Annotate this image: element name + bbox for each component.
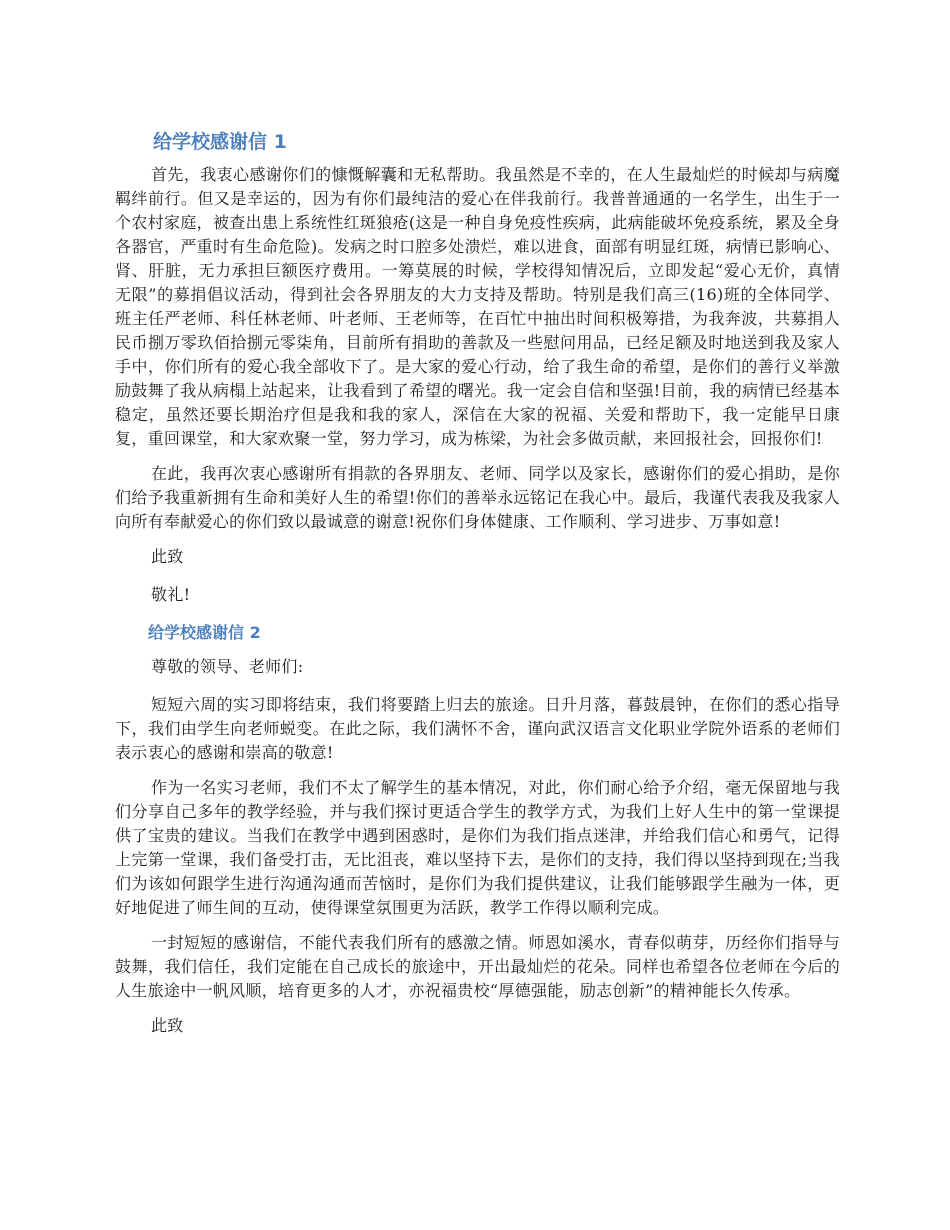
letter2-greeting: 尊敬的领导、老师们:	[151, 657, 304, 676]
letter1-paragraph-1: 首先，我衷心感谢你们的慷慨解囊和无私帮助。我虽然是不幸的，在人生最灿烂的时候却与病魔羁绊前行。但又是幸运的，因为有你们最纯洁的爱心在伴我前行。我普普通通的一名学生，出生于一个农村家庭，被查出患上系统性红斑狼疮(这是一种自身免疫性疾病，此病能破坏免疫系统，累及全身各器官，严重时有生命危险)。发病之时口腔多处溃烂，难以进食，面部有明显红斑，病情已影响心、肾、肝脏，无力承担巨额医疗费用。一筹莫展的时候，学校得知情况后，立即发起“爱心无价，真情无限”的募捐倡议活动，得到社会各界朋友的大力支持及帮助。特别是我们高三(16)班的全体同学、班主任严老师、科任林老师、叶老师、王老师等，在百忙中抽出时间积极筹措，为我奔波，共募捐人民币捌万零玖佰拾捌元零柒角，目前所有捐助的善款及一些慰问用品，已经足额及时地送到我及家人手中，你们所有的爱心我全部收下了。是大家的爱心行动，给了我生命的希望，是你们的善行义举激励鼓舞了我从病榻上站起来，让我看到了希望的曙光。我一定会自信和坚强!目前，我的病情已经基本稳定，虽然还要长期治疗但是我和我的家人，深信在大家的祝福、关爱和帮助下，我一定能早日康复，重回课堂，和大家欢聚一堂，努力学习，成为栋梁，为社会多做贡献，来回报社会，回报你们!	[115, 165, 840, 448]
letter1-closing: 此致	[151, 547, 184, 566]
letter2-closing: 此致	[151, 1016, 184, 1035]
letter2-title: 给学校感谢信 2	[148, 623, 261, 642]
letter1-title: 给学校感谢信 1	[153, 131, 287, 153]
letter1-salutation: 敬礼!	[151, 585, 191, 604]
document-content	[115, 127, 840, 1049]
letter2-paragraph-3: 一封短短的感谢信，不能代表我们所有的感激之情。师恩如溪水，青春似萌芽，历经你们指导与鼓舞，我们信任，我们定能在自己成长的旅途中，开出最灿烂的花朵。同样也希望各位老师在今后的人生旅途中一帆风顺，培育更多的人才，亦祝福贵校“厚德强能，励志创新”的精神能长久传承。	[115, 933, 840, 1000]
letter2-paragraph-1: 短短六周的实习即将结束，我们将要踏上归去的旅途。日升月落，暮鼓晨钟，在你们的悉心指导下，我们由学生向老师蜕变。在此之际，我们满怀不舍，谨向武汉语言文化职业学院外语系的老师们表示衷心的感谢和崇高的敬意!	[115, 695, 840, 762]
letter1-paragraph-2: 在此，我再次衷心感谢所有捐款的各界朋友、老师、同学以及家长，感谢你们的爱心捐助，是你们给予我重新拥有生命和美好人生的希望!你们的善举永远铭记在我心中。最后，我谨代表我及我家人向所有奉献爱心的你们致以最诚意的谢意!祝你们身体健康、工作顺利、学习进步、万事如意!	[115, 464, 840, 531]
letter2-paragraph-2: 作为一名实习老师，我们不太了解学生的基本情况，对此，你们耐心给予介绍，毫无保留地与我们分享自己多年的教学经验，并与我们探讨更适合学生的教学方式，为我们上好人生中的第一堂课提供了宝贵的建议。当我们在教学中遇到困惑时，是你们为我们指点迷津，并给我们信心和勇气，记得上完第一堂课，我们备受打击，无比沮丧，难以坚持下去，是你们的支持，我们得以坚持到现在;当我们为该如何跟学生进行沟通沟通而苦恼时，是你们为我们提供建议，让我们能够跟学生融为一体，更好地促进了师生间的互动，使得课堂氛围更为活跃，教学工作得以顺利完成。	[115, 778, 840, 917]
